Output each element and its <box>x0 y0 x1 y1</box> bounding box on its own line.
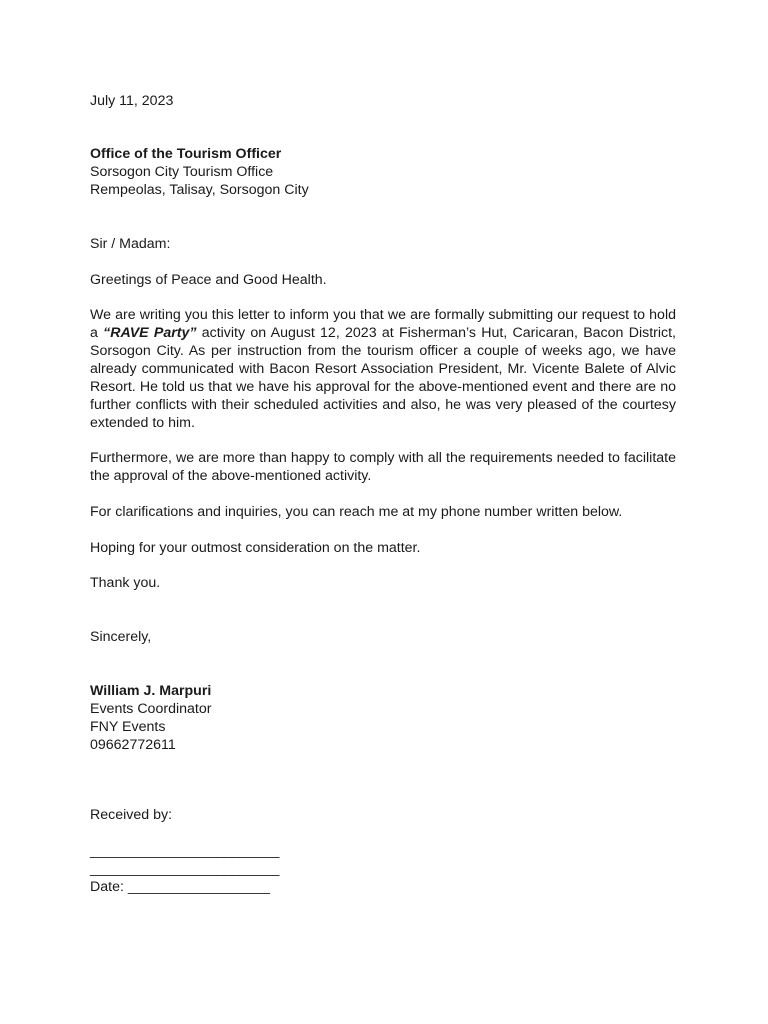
recipient-block <box>90 145 676 199</box>
greeting: Greetings of Peace and Good Health. <box>90 272 327 288</box>
recipient-organization: Sorsogon City Tourism Office <box>90 164 274 180</box>
signatory-title: Events Coordinator <box>90 701 212 717</box>
body-paragraph-1-lead: We are writing you this letter to inform you that we are formally submitting our request to hold a <box>90 307 676 341</box>
received-signature-line-2: ________________________ <box>90 861 280 877</box>
salutation: Sir / Madam: <box>90 236 171 252</box>
body-paragraph-1 <box>90 306 676 432</box>
received-signature-line-1: ________________________ <box>90 843 280 859</box>
signatory-phone: 09662772611 <box>90 737 176 753</box>
received-by-label: Received by: <box>90 807 173 823</box>
received-date-line: Date: __________________ <box>90 879 270 895</box>
body-paragraph-2: Furthermore, we are more than happy to comply with all the requirements needed to facilitate the approval of the above-mentioned activity. <box>90 450 676 484</box>
body-paragraph-4: Hoping for your outmost consideration on the matter. <box>90 540 421 556</box>
letter-date: July 11, 2023 <box>90 93 174 109</box>
signatory-name: William J. Marpuri <box>90 683 212 699</box>
recipient-address: Rempeolas, Talisay, Sorsogon City <box>90 182 309 198</box>
rave-party-emphasis: “RAVE Party” <box>103 325 197 341</box>
thank-you: Thank you. <box>90 575 161 591</box>
signature-block <box>90 682 676 754</box>
recipient-office: Office of the Tourism Officer <box>90 146 282 162</box>
body-paragraph-1-rest: activity on August 12, 2023 at Fisherman’s Hut, Caricaran, Bacon District, Sorsogon City. As per instruction from the tourism officer a couple of weeks ago, we have already communicated with Bacon Resort Association President, Mr. Vicente Balete of Alvic Resort. He told us that we have his approval for the above-mentioned event and there are no further conflicts with their scheduled activities and also, he was very pleased of the courtesy extended to him. <box>90 325 676 431</box>
body-paragraph-3: For clarifications and inquiries, you can reach me at my phone number written below. <box>90 504 623 520</box>
closing: Sincerely, <box>90 629 152 645</box>
received-block <box>90 842 676 896</box>
signatory-company: FNY Events <box>90 719 166 735</box>
